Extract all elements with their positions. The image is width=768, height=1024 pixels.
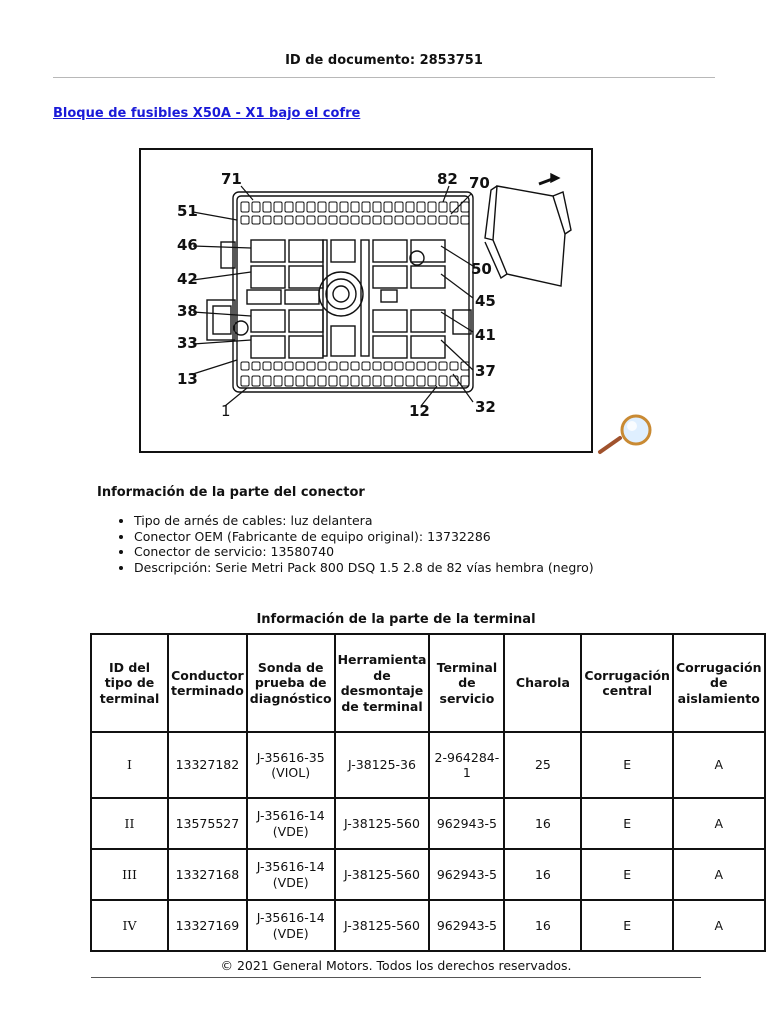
- terminal-pin-cavity: [351, 376, 359, 386]
- terminal-pin-cavity: [340, 376, 348, 386]
- table-cell: II: [91, 798, 168, 849]
- table-cell: A: [673, 900, 765, 951]
- terminal-pin-cavity: [439, 362, 447, 370]
- terminal-pin-cavity: [406, 376, 414, 386]
- pin-label-33: 33: [177, 334, 198, 352]
- terminal-pin-cavity: [373, 376, 381, 386]
- table-cell: 16: [504, 798, 581, 849]
- terminal-pin-cavity: [274, 376, 282, 386]
- terminal-pin-cavity: [263, 376, 271, 386]
- terminal-pin-cavity: [450, 362, 458, 370]
- terminal-pin-cavity: [318, 376, 326, 386]
- terminal-pin-cavity: [395, 362, 403, 370]
- terminal-pin-cavity: [285, 376, 293, 386]
- pin-label-32: 32: [475, 398, 496, 416]
- table-cell: J-38125-560: [335, 849, 430, 900]
- terminal-pin-cavity: [373, 216, 381, 224]
- terminal-pin-cavity: [285, 216, 293, 224]
- terminal-pin-cavity: [417, 362, 425, 370]
- document-id: ID de documento: 2853751: [285, 53, 483, 68]
- list-item: • Conector OEM (Fabricante de equipo original): 13732286: [134, 529, 594, 545]
- terminal-pin-cavity: [384, 202, 392, 212]
- table-cell: 962943-5: [429, 900, 504, 951]
- terminal-pin-cavity: [329, 202, 337, 212]
- fuse-block-title-link[interactable]: Bloque de fusibles X50A - X1 bajo el cofre: [53, 106, 361, 121]
- header-cell: Terminal de servicio: [429, 634, 504, 732]
- pin-label-46: 46: [177, 236, 198, 254]
- terminal-pin-cavity: [461, 216, 469, 224]
- terminal-pin-cavity: [252, 202, 260, 212]
- terminal-pin-cavity: [307, 202, 315, 212]
- terminal-pin-cavity: [296, 376, 304, 386]
- table-cell: E: [581, 900, 673, 951]
- table-cell: J-35616-35 (VIOL): [247, 732, 335, 798]
- connector-info-heading: Información de la parte del conector: [97, 485, 365, 500]
- pin-label-42: 42: [177, 270, 198, 288]
- terminal-pin-cavity: [428, 202, 436, 212]
- pin-label-82: 82: [437, 170, 458, 188]
- terminal-pin-cavity: [263, 216, 271, 224]
- table-cell: A: [673, 798, 765, 849]
- table-cell: A: [673, 849, 765, 900]
- pin-label-41: 41: [475, 326, 496, 344]
- pin-label-50: 50: [471, 260, 492, 278]
- terminal-pin-cavity: [373, 202, 381, 212]
- table-cell: IV: [91, 900, 168, 951]
- header-cell: Herramienta de desmontaje de terminal: [335, 634, 430, 732]
- header-cell: Charola: [504, 634, 581, 732]
- terminal-pin-cavity: [450, 376, 458, 386]
- pin-label-12: 12: [409, 402, 430, 420]
- terminal-pin-cavity: [241, 362, 249, 370]
- connector-info-list: [97, 513, 594, 575]
- table-row: [91, 900, 765, 951]
- table-cell: J-35616-14 (VDE): [247, 798, 335, 849]
- connector-diagram: [139, 148, 593, 453]
- pin-label-70: 70: [469, 174, 490, 192]
- table-cell: 25: [504, 732, 581, 798]
- header-cell: Sonda de prueba de diagnóstico: [247, 634, 335, 732]
- terminal-pin-cavity: [307, 362, 315, 370]
- pin-label-37: 37: [475, 362, 496, 380]
- list-item: • Conector de servicio: 13580740: [134, 544, 594, 560]
- table-cell: 13575527: [168, 798, 247, 849]
- terminal-pin-cavity: [340, 216, 348, 224]
- table-cell: E: [581, 849, 673, 900]
- terminal-pin-cavity: [439, 376, 447, 386]
- terminal-pin-cavity: [274, 216, 282, 224]
- terminal-pin-cavity: [263, 362, 271, 370]
- terminal-pin-cavity: [329, 216, 337, 224]
- terminal-pin-cavity: [395, 376, 403, 386]
- terminal-table-title: Información de la parte de la terminal: [256, 612, 536, 627]
- terminal-pin-cavity: [340, 362, 348, 370]
- header-cell: ID del tipo de terminal: [91, 634, 168, 732]
- terminal-pin-cavity: [428, 376, 436, 386]
- table-row: [91, 798, 765, 849]
- table-cell: 16: [504, 849, 581, 900]
- terminal-pin-cavity: [373, 362, 381, 370]
- terminal-pin-cavity: [296, 202, 304, 212]
- terminal-pin-cavity: [307, 376, 315, 386]
- terminal-pin-cavity: [307, 216, 315, 224]
- terminal-pin-cavity: [417, 376, 425, 386]
- terminal-pin-cavity: [439, 202, 447, 212]
- table-cell: 13327182: [168, 732, 247, 798]
- table-cell: 16: [504, 900, 581, 951]
- terminal-pin-cavity: [351, 202, 359, 212]
- table-cell: J-38125-560: [335, 900, 430, 951]
- pin-label-38: 38: [177, 302, 198, 320]
- terminal-pin-cavity: [274, 362, 282, 370]
- table-cell: J-38125-36: [335, 732, 430, 798]
- terminal-pin-cavity: [318, 216, 326, 224]
- table-cell: J-35616-14 (VDE): [247, 849, 335, 900]
- terminal-pin-cavity: [252, 376, 260, 386]
- terminal-pin-cavity: [241, 376, 249, 386]
- divider: [53, 77, 715, 78]
- table-cell: 962943-5: [429, 798, 504, 849]
- pin-label-13: 13: [177, 370, 198, 388]
- table-row: [91, 849, 765, 900]
- terminal-pin-cavity: [263, 202, 271, 212]
- pin-label-45: 45: [475, 292, 496, 310]
- terminal-pin-cavity: [340, 202, 348, 212]
- table-cell: A: [673, 732, 765, 798]
- terminal-pin-cavity: [384, 216, 392, 224]
- table-cell: 962943-5: [429, 849, 504, 900]
- terminal-pin-cavity: [329, 376, 337, 386]
- terminal-pin-cavity: [384, 376, 392, 386]
- table-cell: 2-964284-1: [429, 732, 504, 798]
- header-cell: Conductor terminado: [168, 634, 247, 732]
- terminal-pin-cavity: [351, 216, 359, 224]
- terminal-pin-cavity: [428, 362, 436, 370]
- terminal-pin-cavity: [450, 216, 458, 224]
- pin-label-51: 51: [177, 202, 198, 220]
- header-cell: Corrugación central: [581, 634, 673, 732]
- table-cell: III: [91, 849, 168, 900]
- table-cell: I: [91, 732, 168, 798]
- terminal-pin-cavity: [285, 362, 293, 370]
- terminal-pin-cavity: [362, 376, 370, 386]
- terminal-pin-cavity: [461, 376, 469, 386]
- terminal-pin-cavity: [252, 216, 260, 224]
- header-cell: Corrugación de aislamiento: [673, 634, 765, 732]
- terminal-pin-cavity: [329, 362, 337, 370]
- terminal-pin-cavity: [439, 216, 447, 224]
- pin-label-1: 1: [221, 402, 231, 420]
- terminal-pin-cavity: [241, 216, 249, 224]
- terminal-pin-cavity: [296, 216, 304, 224]
- table-header-row: [91, 634, 765, 732]
- table-cell: E: [581, 732, 673, 798]
- terminal-pin-cavity: [362, 216, 370, 224]
- terminal-table: [90, 633, 766, 952]
- terminal-pin-cavity: [274, 202, 282, 212]
- terminal-pin-cavity: [428, 216, 436, 224]
- terminal-pin-cavity: [417, 216, 425, 224]
- terminal-pin-cavity: [296, 362, 304, 370]
- terminal-pin-cavity: [406, 216, 414, 224]
- terminal-pin-cavity: [362, 362, 370, 370]
- table-cell: J-35616-14 (VDE): [247, 900, 335, 951]
- list-item: • Descripción: Serie Metri Pack 800 DSQ 1.5 2.8 de 82 vías hembra (negro): [134, 560, 594, 576]
- table-row: [91, 732, 765, 798]
- footer-divider: [91, 977, 701, 978]
- terminal-pin-cavity: [362, 202, 370, 212]
- terminal-pin-cavity: [241, 202, 249, 212]
- list-item: • Tipo de arnés de cables: luz delantera: [134, 513, 594, 529]
- pin-label-71: 71: [221, 170, 242, 188]
- terminal-pin-cavity: [417, 202, 425, 212]
- magnifier-icon[interactable]: [596, 410, 658, 462]
- terminal-pin-cavity: [318, 362, 326, 370]
- terminal-pin-cavity: [252, 362, 260, 370]
- terminal-pin-cavity: [384, 362, 392, 370]
- terminal-pin-cavity: [395, 202, 403, 212]
- copyright-footer: © 2021 General Motors. Todos los derechos reservados.: [220, 958, 572, 973]
- table-cell: J-38125-560: [335, 798, 430, 849]
- connector-drawing: [141, 150, 591, 451]
- terminal-pin-cavity: [395, 216, 403, 224]
- table-cell: 13327168: [168, 849, 247, 900]
- terminal-pin-cavity: [406, 202, 414, 212]
- terminal-pin-cavity: [406, 362, 414, 370]
- table-cell: E: [581, 798, 673, 849]
- terminal-pin-cavity: [318, 202, 326, 212]
- table-cell: 13327169: [168, 900, 247, 951]
- terminal-pin-cavity: [351, 362, 359, 370]
- terminal-pin-cavity: [285, 202, 293, 212]
